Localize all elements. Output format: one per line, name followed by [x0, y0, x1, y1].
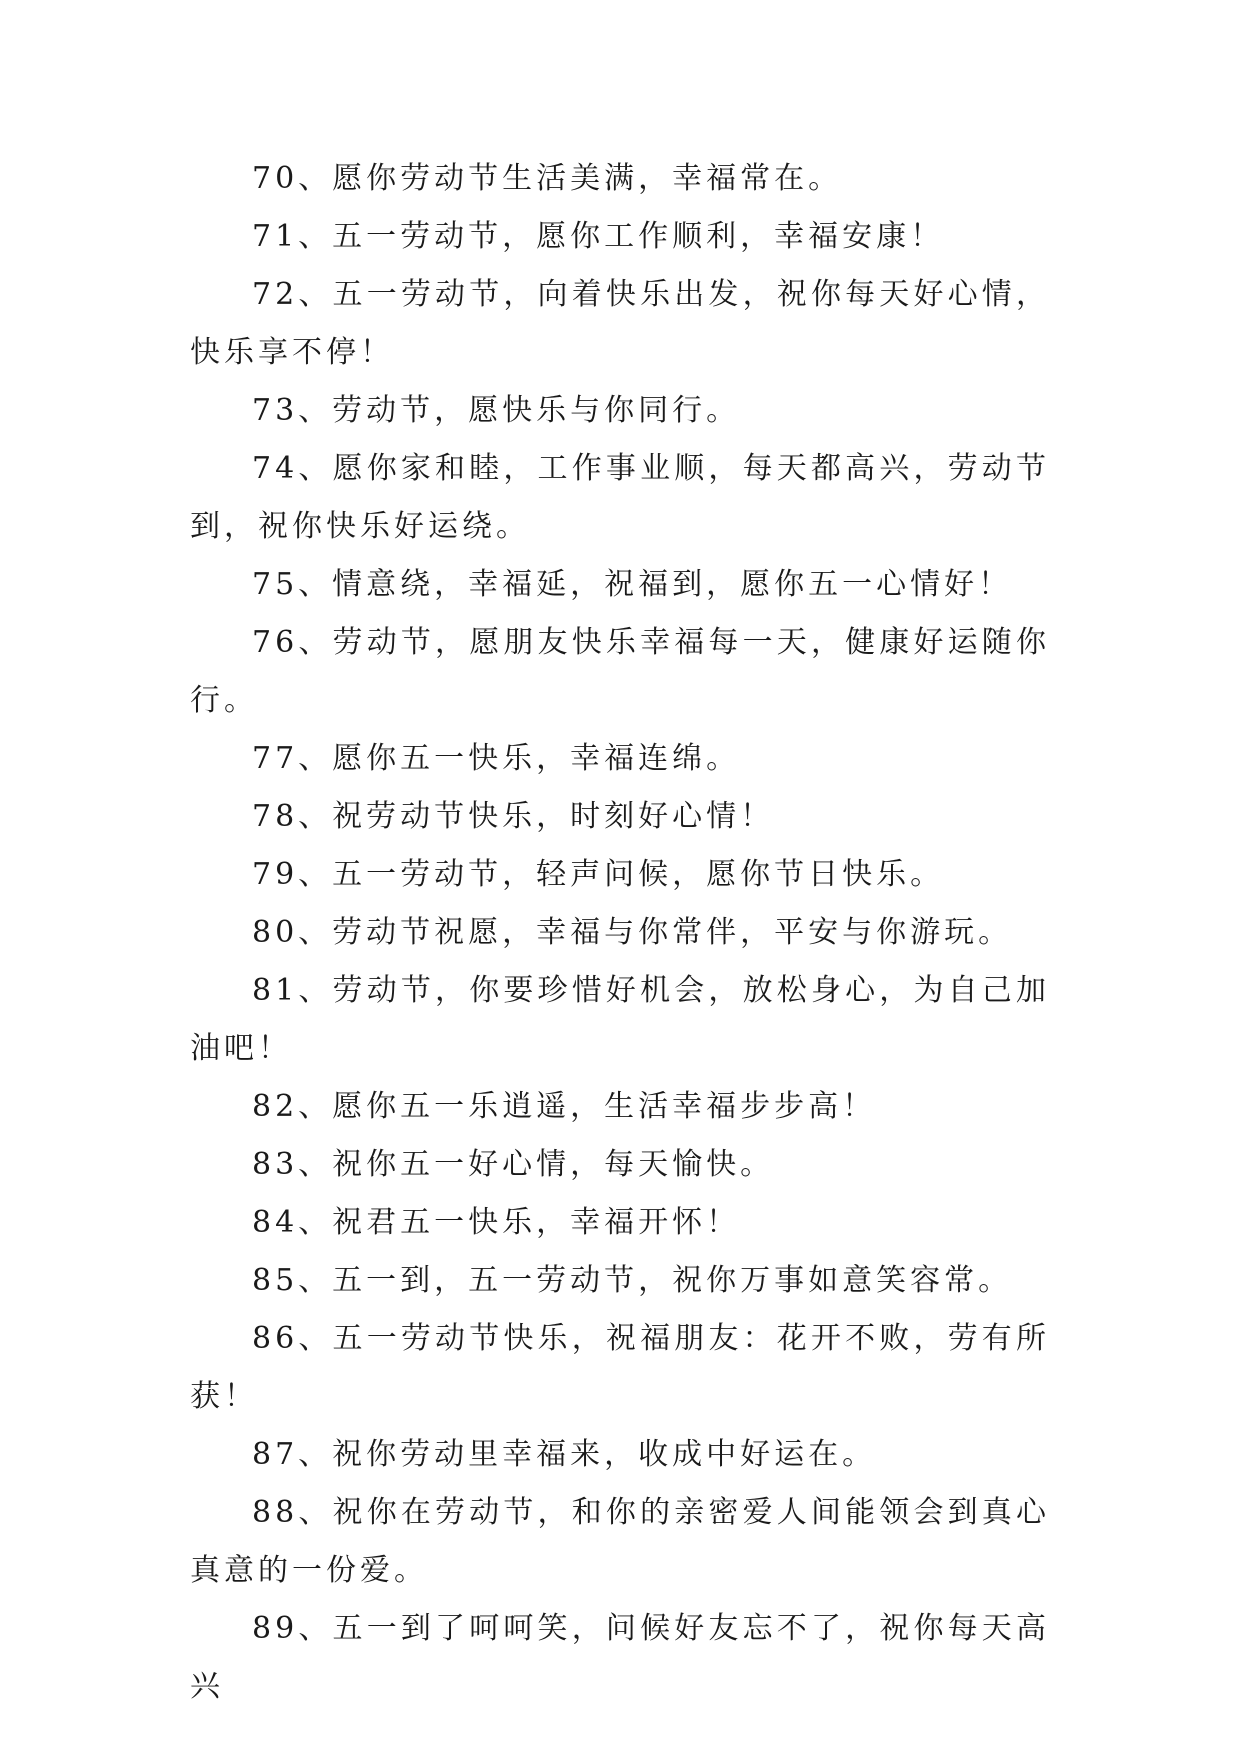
- list-item: 87、祝你劳动里幸福来，收成中好运在。: [252, 1437, 877, 1472]
- document-body: [190, 150, 1050, 1716]
- list-item: 84、祝君五一快乐，幸福开怀！: [252, 1205, 741, 1240]
- list-item: 73、劳动节，愿快乐与你同行。: [252, 393, 741, 428]
- list-item: 71、五一劳动节，愿你工作顺利，幸福安康！: [252, 219, 945, 254]
- list-item: 83、祝你五一好心情，每天愉快。: [252, 1147, 775, 1182]
- list-item: 75、情意绕，幸福延，祝福到，愿你五一心情好！: [252, 567, 1013, 602]
- list-item: 77、愿你五一快乐，幸福连绵。: [252, 741, 741, 776]
- list-item: 76、劳动节，愿朋友快乐幸福每一天，健康好运随你行。: [190, 625, 1050, 718]
- list-item: 78、祝劳动节快乐，时刻好心情！: [252, 799, 775, 834]
- list-item: 85、五一到，五一劳动节，祝你万事如意笑容常。: [252, 1263, 1013, 1298]
- list-item: 82、愿你五一乐逍遥，生活幸福步步高！: [252, 1089, 877, 1124]
- list-item: 86、五一劳动节快乐，祝福朋友：花开不败，劳有所获！: [190, 1321, 1050, 1414]
- list-item: 81、劳动节，你要珍惜好机会，放松身心，为自己加油吧！: [190, 973, 1050, 1066]
- list-item: 89、五一到了呵呵笑，问候好友忘不了，祝你每天高兴: [190, 1611, 1050, 1704]
- list-item: 88、祝你在劳动节，和你的亲密爱人间能领会到真心真意的一份爱。: [190, 1495, 1050, 1588]
- list-item: 79、五一劳动节，轻声问候，愿你节日快乐。: [252, 857, 945, 892]
- list-item: 74、愿你家和睦，工作事业顺，每天都高兴，劳动节到，祝你快乐好运绕。: [190, 451, 1050, 544]
- list-item: 70、愿你劳动节生活美满，幸福常在。: [252, 161, 843, 196]
- list-item: 80、劳动节祝愿，幸福与你常伴，平安与你游玩。: [252, 915, 1013, 950]
- list-item: 72、五一劳动节，向着快乐出发，祝你每天好心情，快乐享不停！: [190, 277, 1050, 370]
